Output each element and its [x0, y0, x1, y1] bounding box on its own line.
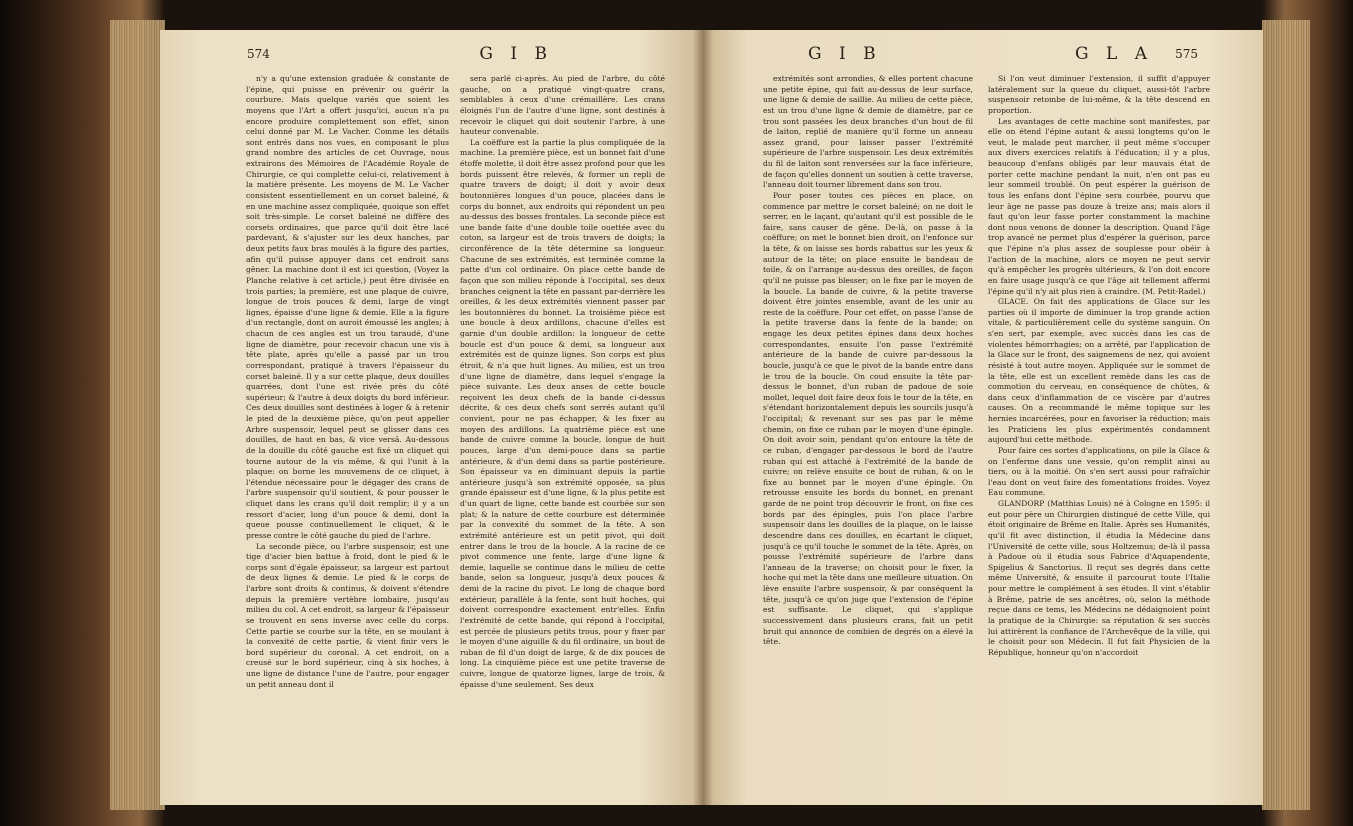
paragraph: Les avantages de cette machine sont manifestes, par elle on étend l'épine autant & aussi longtems qu'on le veut, le malade peut marcher, il peut même s'occuper aux divers exercices relatifs à l'éducation; il y a plus, beaucoup d'enfans obligés par leur mauvais état de porter cette machine pendant la nuit, n'en ont pas eu leur sommeil troublé. On peut espérer la guérison de tous les enfans dont l'épine sera courbée, pourvu que leur âge ne passe pas douze à treize ans; mais alors il faut qu'on leur fasse porter constamment la machine dont nous venons de donner la description. Quand l'âge trop avancé ne permet plus d'espérer la guérison, parce que l'épine n'a plus assez de souplesse pour obéir à l'action de la machine, alors ce moyen ne peut servir qu'à empêcher les progrès ultérieurs, & l'on doit encore en faire usage jusqu'à ce que l'âge ait tellement affermi l'épine qu'il n'y ait plus rien à craindre. (M. Petit-Radel.) — [988, 116, 1210, 296]
left-column-1 — [246, 74, 449, 794]
book-gutter — [693, 30, 713, 805]
right-running-head-left: G I B — [808, 44, 882, 64]
right-page — [703, 30, 1263, 805]
paragraph: n'y a qu'une extension graduée & constante de l'épine, qui puisse en prévenir ou guérir la courbure. Mais quelque variés que soient les moyens que l'Art a offert jusqu'ici, aucun n'a pu encore produire complettement son effet, sinon celui donné par M. Le Vacher. Comme les détails sont entrés dans nos vues, en composant le plus grand nombre des articles de cet Ouvrage, nous extrairons des Mémoires de l'Académie Royale de Chirurgie, ce qui complette celui-ci, relativement à la matière présente. Les moyens de M. Le Vacher consistent essentiellement en un corset baleiné, & en une machine assez compliquée, quoique son effet soit très-simple. Le corset baleiné ne diffère des corsets ordinaires, que parce qu'il doit être lacé pardevant, & s'ajuster sur les deux hanches, par deux petits faux bras moulés à la figure des parties, afin qu'il puisse appuyer dans cet endroit sans gêner. La machine dont il est ici question, (Voyez la Planche relative à cet article,) peut être divisée en trois parties; la première, est une plaque de cuivre, longue de trois pouces & demi, large de vingt lignes, épaisse d'une ligne & demie. Elle a la figure d'un rectangle, dont on auroit émoussé les angles; à chacun de ces angles est un trou taraudé, d'une ligne de diamètre, pour recevoir chacun une vis à tête plate, après qu'elle a passé par un trou correspondant, pratiqué à travers l'épaisseur du corset baleiné. Il y a sur cette plaque, deux douilles quarrées, dont l'une est rivée près du côté supérieur; & l'autre à deux doigts du bord inférieur. Ces deux douilles sont destinées à loger & à retenir le pied de la deuxième pièce, qu'on peut appeller Arbre suspensoir, lequel peut se glisser dans ces douilles, de haut en bas, & vice versâ. Au-dessous de la douille du côté gauche est fixé un cliquet qui tourne autour de la vis même, & qui l'unit à la plaque: on borne les mouvemens de ce cliquet, à l'étendue nécessaire pour le dégager des crans de l'arbre suspensoir qu'il soutient, & pour pousser le cliquet dans les crans qu'il doit remplir; il y a un ressort d'acier, long d'un pouce & demi, dont la queue pousse continuellement le cliquet, & le presse contre le côté gauche du pied de l'arbre. — [246, 74, 449, 540]
right-page-header — [703, 44, 1263, 68]
right-page-number: 575 — [1175, 47, 1198, 61]
right-column-2 — [988, 74, 1210, 794]
page-edges-left — [110, 20, 165, 810]
left-page — [160, 30, 703, 805]
left-page-number: 574 — [247, 47, 270, 61]
page-edges-right — [1262, 20, 1310, 810]
left-running-head: G I B — [479, 44, 553, 64]
paragraph: Pour poser toutes ces pièces en place, on commence par mettre le corset baleiné; on ne doit le serrer, en le laçant, qu'autant qu'il est possible de le faire, sans causer de gêne. De-là, on passe à la coëffure; on met le bonnet bien droit, on l'enfonce sur la tête, & on laisse ses bords rabattus sur les yeux & autour de la tête; on place ensuite le bandeau de toile, & on l'arrange au-dessus des oreilles, de façon qu'il ne puisse pas blesser; on le fixe par le moyen de la boucle. La bande de cuivre, & la petite traverse doivent être jointes ensemble, avant de les unir au reste de la coëffure. Pour cet effet, on passe l'anse de la petite traverse dans la fente de la bande; on engage les deux petites épines dans deux hoches correspondantes, ensuite l'on passe l'extrémité antérieure de la bande de cuivre par-dessous la boucle, jusqu'à ce que le pivot de la bande entre dans le trou de la boucle. On coud ensuite la tête par-dessus le bonnet, d'un ruban de padoue de soie mollet, lequel doit faire deux fois le tour de la tête, en s'étendant horizontalement depuis les sourcils jusqu'à l'occipital; & revenant sur ses pas par le même chemin, on fixe ce ruban par le moyen d'une épingle. On doit avoir soin, pendant qu'on entoure la tête de ce ruban, d'engager par-dessous le bord de l'autre ruban qui est attaché à l'extrémité de la bande de cuivre; on relève ensuite ce bout de ruban, & on le fixe au bonnet par le moyen d'une épingle. On retrousse ensuite les bords du bonnet, en prenant garde de ne point trop découvrir le front, on fixe ces bords par des épingles, puis l'on place l'arbre suspensoir dans les douilles de la plaque, on le laisse descendre dans ces douilles, en écartant le cliquet, jusqu'à ce qu'il touche le sommet de la tête. Après, on pousse l'extrémité supérieure de l'arbre dans l'anneau de la traverse; on choisit pour le fixer, la hoche qui met la tête dans une meilleure situation. On lève ensuite l'arbre suspensoir, & par conséquent la tête, jusqu'à ce qu'on juge que l'extension de l'épine est suffisante. Le cliquet, qui s'applique successivement dans plusieurs crans, fait un petit bruit qui annonce de combien de degrés on a élevé la tête. — [763, 190, 973, 647]
paragraph: Pour faire ces sortes d'applications, on pile la Glace & on l'enferme dans une vessie, qu'on remplit ainsi au tiers, ou à la moitié. On s'en sert aussi pour rafraîchir l'eau dont on veut faire des fomentations froides. Voyez Eau commune. — [988, 445, 1210, 498]
paragraph: Si l'on veut diminuer l'extension, il suffit d'appuyer latéralement sur la queue du cliquet, aussi-tôt l'arbre suspensoir retombe de lui-même, & la tête descend en proportion. — [988, 74, 1210, 115]
paragraph: extrémités sont arrondies, & elles portent chacune une petite épine, qui fait au-dessus de leur surface, une ligne & demie de saillie. Au milieu de cette pièce, est un trou d'une ligne & demie de diamètre, par ce trou sont passées les deux branches d'un bout de fil de laiton, replié de manière qu'il forme un anneau assez grand, pour laisser passer l'extrémité supérieure de l'arbre suspensoir. Les deux extrémités du fil de laiton sont renversées sur la face inférieure, de façon qu'elles donnent un soutien à cette traverse, l'anneau doit tourner librement dans son trou. — [763, 74, 973, 190]
paragraph: La coëffure est la partie la plus compliquée de la machine. La première pièce, est un bonnet fait d'une étoffe molette, il doit être assez profond pour que les bords puissent être relevés, & former un repli de quatre travers de doigt; il doit y avoir deux boutonnières longues d'un pouce, placées dans le corps du bonnet, aux endroits qui répondent un peu au-dessus des bosses frontales. La seconde pièce est une bande faite d'une double toile ouettée avec du coton, sa largeur est de trois travers de doigts; la circonférence de la tête détermine sa longueur. Chacune de ses extrémités, est terminée comme la patte d'un col ordinaire. On place cette bande de façon que son milieu réponde à l'occipital, ses deux branches ceignent la tête en passant par-derrière les oreilles, & les deux extrémités viennent passer par les boutonnières du bonnet. La troisième pièce est une boucle à deux ardillons, chacune d'elles est garnie d'un double ardillon: la longueur de cette boucle est d'un pouce & demi, sa longueur aux extrémités est de quinze lignes. Son corps est plus étroit, & n'a que huit lignes. Au milieu, est un trou d'une ligne de diamètre, dans lequel s'engage la pièce suivante. Les deux anses de cette boucle reçoivent les deux chefs de la bande ci-dessus décrite, & ces deux chefs sont serrés autant qu'il convient, pour ne pas échapper, & les fixer au moyen des ardillons. La quatrième pièce est une bande de cuivre comme la boucle, longue de huit pouces, large d'un demi-pouce dans sa partie antérieure, & d'un demi dans sa partie postérieure. Son épaisseur va en diminuant depuis la partie antérieure jusqu'à son extrémité opposée, sa plus grande épaisseur est d'une ligne, & la plus petite est d'un quart de ligne, cette bande est courbée sur son plat; & la nature de cette courbure est déterminée par la convexité du sommet de la tête. A son extrémité antérieure est un petit pivot, qui doit entrer dans le trou de la boucle. A la racine de ce pivot commence une fente, large d'une ligne & demie, laquelle se continue dans le milieu de cette bande, selon sa longueur, jusqu'à deux pouces & demi de la racine du pivot. Le long de chaque bord extérieur, parallèle à la fente, sont huit hoches, qui doivent correspondre exactement entr'elles. Enfin l'extrémité de cette bande, qui répond à l'occipital, est percée de plusieurs petits trous, pour y fixer par le moyen d'une aiguille & du fil ordinaire, un bout de ruban de fil d'un doigt de large, & de dix pouces de long. La cinquième pièce est une petite traverse de cuivre, longue de quatorze lignes, large de trois, & épaisse d'une seulement. Ses deux — [460, 137, 665, 689]
paragraph: GLACE. On fait des applications de Glace sur les parties où il importe de diminuer la trop grande action vitale, & particulièrement celle du système sanguin. On s'en sert, par exemple, avec succès dans les cas de violentes hémorrhagies; on a arrêté, par l'application de la Glace sur le front, des saignemens de nez, qui avoient résisté à tout autre moyen. Appliquée sur le sommet de la tête, elle est un excellent remède dans les cas de commotion du cerveau, en conséquence de chûtes, & dans ceux d'inflammation de ce viscère par d'autres causes. On a recommandé le même topique sur les hernies incarcérées, pour en favoriser la réduction; mais les Praticiens les plus expérimentés condamnent aujourd'hui cette méthode. — [988, 297, 1210, 445]
paragraph: sera parlé ci-après. Au pied de l'arbre, du côté gauche, on a pratiqué vingt-quatre crans, semblables à ceux d'une crémaillère. Les crans éloignés l'un de l'autre d'une ligne, sont destinés à recevoir le cliquet qui doit soutenir l'arbre, à une hauteur convenable. — [460, 74, 665, 137]
right-running-head-right: G L A — [1075, 44, 1153, 64]
left-page-header — [160, 44, 703, 68]
paragraph: La seconde pièce, ou l'arbre suspensoir, est une tige d'acier bien battue à froid, dont le pied & le corps sont d'égale épaisseur, sa largeur est partout de deux lignes & demie. Le pied & le corps de l'arbre sont droits & continus, & doivent s'étendre depuis la première vertèbre lombaire, jusqu'au milieu du col. A cet endroit, sa largeur & l'épaisseur se trouvent en sens inverse avec celle du corps. Cette partie se courbe sur la tête, en se moulant à la convexité de cette partie, & vient finir vers le bord supérieur du coronal. A cet endroit, on a creusé sur le bord supérieur, cinq à six hoches, à une ligne de distance l'une de l'autre, pour engager un petit anneau dont il — [246, 541, 449, 689]
left-column-2 — [460, 74, 665, 794]
right-column-1 — [763, 74, 973, 794]
paragraph: GLANDORP (Matthias Louis) né à Cologne en 1595: il eut pour père un Chirurgien distingué de cette Ville, qui étoit originaire de Brême en Italie. Après ses Humanités, qu'il fit avec distinction, il étudia la Médecine dans l'Université de cette ville, sous Holtzemus; de-là il passa à Padoue où il étudia sous Fabrice d'Aquapendente, Spigelius & Sanctorius. Il reçut ses degrés dans cette même Université, & ensuite il parcourut toute l'Italie pour mettre le complément à ses études. Il vint s'établir à Brême, patrie de ses ancêtres, où, selon la méthode reçue dans ce tems, les Médecins ne dédaignoient point la pratique de la Chirurgie: sa réputation & ses succès lui attirèrent la confiance de l'Archevêque de la ville, qui le choisit pour son Médecin. Il fut fait Physicien de la République, honneur qu'on n'accordoit — [988, 499, 1210, 657]
